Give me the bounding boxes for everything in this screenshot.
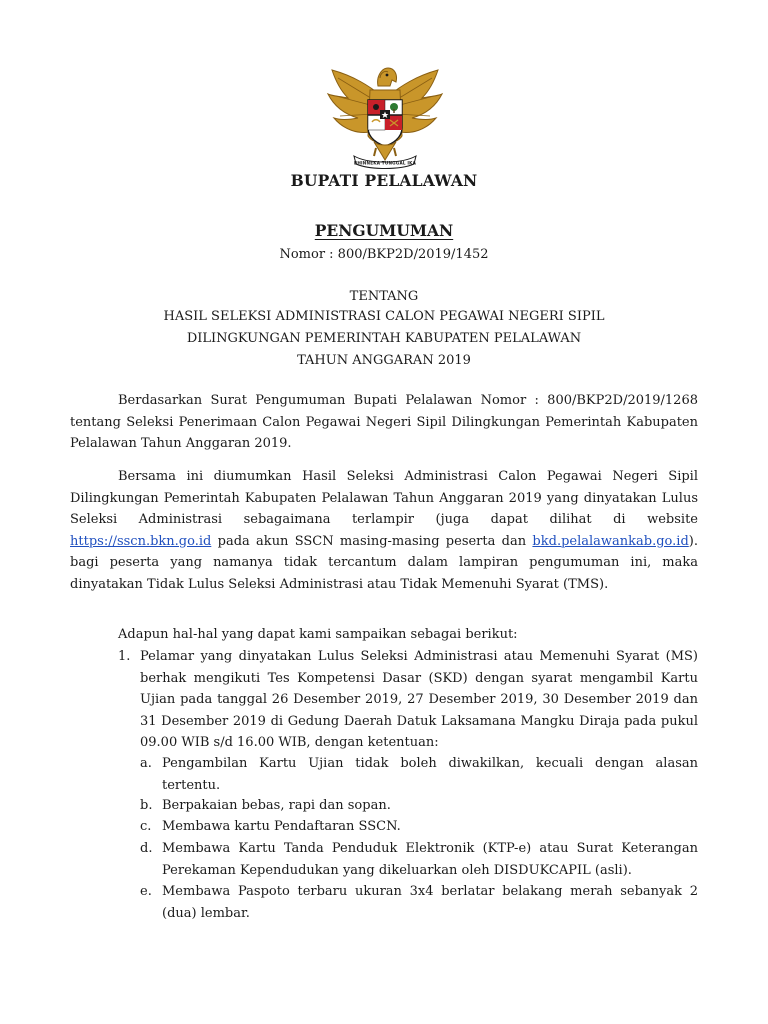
- sub-item-text: Membawa kartu Pendaftaran SSCN.: [162, 819, 401, 834]
- bkd-link[interactable]: bkd.pelalawankab.go.id: [532, 533, 689, 549]
- sub-item-letter: d.: [140, 841, 153, 856]
- sub-item-letter: e.: [140, 884, 152, 899]
- paragraph-2-text-c: ). bagi peserta yang namanya tidak tercantum dalam lampiran pengumuman ini, maka dinyatakan Tidak Lulus Seleksi Administrasi atau Tidak Memenuhi Syarat (TMS).: [70, 533, 698, 592]
- subject-line-2: DILINGKUNGAN PEMERINTAH KABUPATEN PELALAWAN: [186, 331, 582, 346]
- garuda-pancasila-emblem: [324, 56, 446, 174]
- document-number: Nomor : 800/BKP2D/2019/1452: [279, 247, 489, 262]
- page-title: BUPATI PELALAWAN: [290, 171, 478, 190]
- sub-item-letter: b.: [140, 798, 153, 813]
- subject-line-1: HASIL SELEKSI ADMINISTRASI CALON PEGAWAI NEGERI SIPIL: [163, 309, 605, 324]
- sub-item-text: Berpakaian bebas, rapi dan sopan.: [162, 798, 391, 813]
- sub-item-letter: c.: [140, 819, 152, 834]
- sub-item-text: Membawa Kartu Tanda Penduduk Elektronik (KTP-e) atau Surat Keterangan Perekaman Kependudukan yang dikeluarkan oleh DISDUKCAPIL (asli).: [162, 841, 698, 878]
- sub-item-text: Pengambilan Kartu Ujian tidak boleh diwakilkan, kecuali dengan alasan tertentu.: [162, 756, 698, 793]
- paragraph-2: [70, 466, 698, 595]
- paragraph-1: [70, 390, 698, 455]
- list-item-text: Pelamar yang dinyatakan Lulus Seleksi Administrasi atau Memenuhi Syarat (MS) berhak mengikuti Tes Kompetensi Dasar (SKD) dengan syarat mengambil Kartu Ujian pada tanggal 26 Desember 2019, 27 Desember 2019, 30 Desember 2019 dan 31 Desember 2019 di Gedung Daerah Datuk Laksamana Mangku Diraja pada pukul 09.00 WIB s/d 16.00 WIB, dengan ketentuan:: [140, 649, 698, 750]
- list-item-number: 1.: [118, 649, 131, 664]
- paragraph-3-text: Adapun hal-hal yang dapat kami sampaikan sebagai berikut:: [118, 627, 518, 642]
- document-heading: PENGUMUMAN: [314, 221, 454, 240]
- paragraph-2-text-a: Bersama ini diumumkan Hasil Seleksi Administrasi Calon Pegawai Negeri Sipil Dilingkungan Pemerintah Kabupaten Pelalawan Tahun Anggaran 2019 yang dinyatakan Lulus Seleksi Administrasi sebagaimana terlampir (juga dapat dilihat di website: [70, 469, 698, 527]
- sscn-link[interactable]: https://sscn.bkn.go.id: [70, 533, 212, 549]
- svg-text:BHINNEKA TUNGGAL IKA: BHINNEKA TUNGGAL IKA: [353, 160, 417, 166]
- sub-item-letter: a.: [140, 756, 152, 771]
- tentang-label: TENTANG: [349, 289, 419, 304]
- subject-line-3: TAHUN ANGGARAN 2019: [297, 353, 471, 368]
- paragraph-3: [70, 624, 698, 646]
- paragraph-1-text: Berdasarkan Surat Pengumuman Bupati Pelalawan Nomor : 800/BKP2D/2019/1268 tentang Seleksi Penerimaan Calon Pegawai Negeri Sipil Dilingkungan Pemerintah Kabupaten Pelalawan Tahun Anggaran 2019.: [70, 393, 698, 451]
- sub-item-text: Membawa Paspoto terbaru ukuran 3x4 berlatar belakang merah sebanyak 2 (dua) lembar.: [162, 884, 698, 921]
- paragraph-2-text-b: pada akun SSCN masing-masing peserta dan: [217, 533, 527, 549]
